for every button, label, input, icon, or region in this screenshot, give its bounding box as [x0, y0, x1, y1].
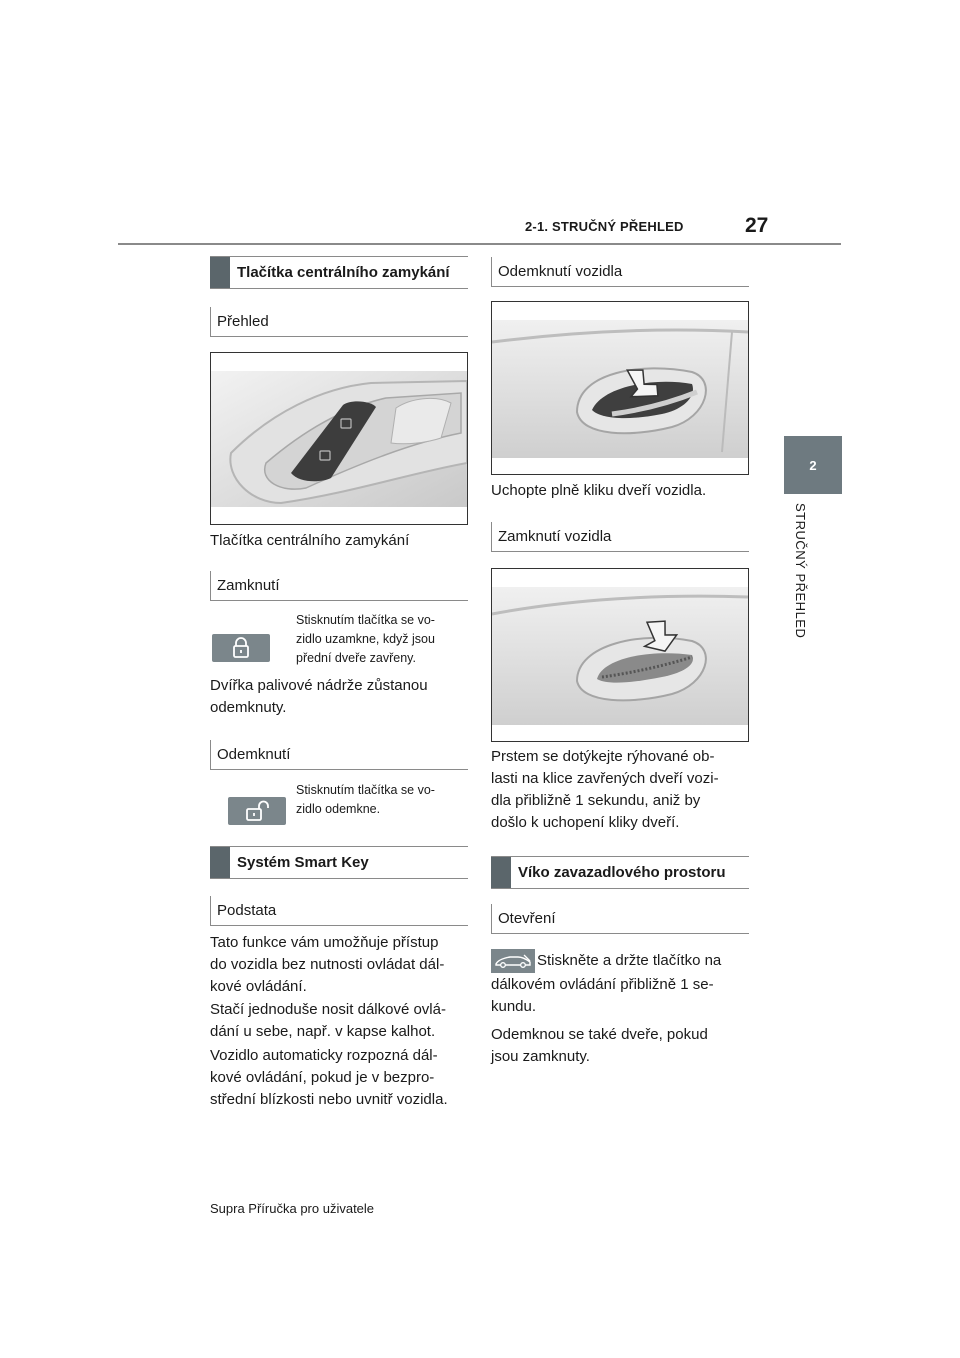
subheading-lock-vehicle: Zamknutí vozidla [491, 522, 749, 552]
paragraph: Vozidlo automaticky rozpozná dál- kové ovládání, pokud je v bezpro- střední blízkosti nebo uvnitř vozidla. [210, 1047, 448, 1108]
figure-grip-handle [491, 301, 749, 475]
subheading-open: Otevření [491, 904, 749, 934]
figure-caption: Prstem se dotýkejte rýhované ob- lasti na klice zavřených dveří vozi- dla přibližně 1 sekundu, aniž by došlo k uchopení kliky dveří. [491, 748, 719, 831]
subheading-overview: Přehled [210, 307, 468, 337]
padlock-closed-icon [231, 637, 251, 659]
trunk-button-icon [491, 949, 535, 973]
trunk-instruction-line1: Stiskněte a držte tlačítko na [537, 952, 722, 969]
figure-caption: Tlačítka centrálního zamykání [210, 532, 410, 549]
lock-description: Stisknutím tlačítka se vo- zidlo uzamkne, když jsou přední dveře zavřeny. [296, 613, 435, 665]
lock-button-icon [212, 634, 270, 662]
door-handle-illustration [211, 353, 467, 524]
section-smart-key [210, 846, 468, 879]
trunk-instruction-rest: dálkovém ovládání přibližně 1 se- kundu. [491, 976, 714, 1015]
header-divider [118, 243, 841, 245]
subheading-unlock: Odemknutí [210, 740, 468, 770]
section-central-locking [210, 256, 468, 289]
chapter-tab: 2 [784, 436, 842, 494]
unlock-button-icon [228, 797, 286, 825]
unlock-description: Stisknutím tlačítka se vo- zidlo odemkne. [296, 783, 435, 816]
figure-central-lock-buttons [210, 352, 468, 525]
padlock-open-icon [245, 800, 269, 822]
car-trunk-icon [494, 952, 532, 970]
lock-note: Dvířka palivové nádrže zůstanou odemknuty. [210, 677, 428, 716]
section-trunk-lid [491, 856, 749, 889]
footer-text: Supra Příručka pro uživatele [210, 1201, 375, 1216]
figure-caption: Uchopte plně kliku dveří vozidla. [491, 482, 707, 499]
section-title: Systém Smart Key [237, 854, 369, 871]
subheading-lock: Zamknutí [210, 571, 468, 601]
section-title: Víko zavazadlového prostoru [518, 864, 726, 881]
page-number: 27 [745, 214, 769, 237]
subheading-principle: Podstata [210, 896, 468, 926]
subheading-unlock-vehicle: Odemknutí vozidla [491, 257, 749, 287]
header-title: 2-1. STRUČNÝ PŘEHLED [525, 219, 684, 234]
paragraph: Odemknou se také dveře, pokud jsou zamknuty. [491, 1026, 708, 1065]
chapter-label: STRUČNÝ PŘEHLED [793, 503, 808, 639]
paragraph: Tato funkce vám umožňuje přístup do vozidla bez nutnosti ovládat dál- kové ovládání. [210, 934, 445, 995]
door-handle-grip-illustration [492, 302, 748, 474]
figure-touch-handle [491, 568, 749, 742]
door-handle-touch-illustration [492, 569, 748, 741]
section-title: Tlačítka centrálního zamykání [237, 264, 450, 281]
paragraph: Stačí jednoduše nosit dálkové ovlá- dání u sebe, např. v kapse kalhot. [210, 1001, 446, 1040]
